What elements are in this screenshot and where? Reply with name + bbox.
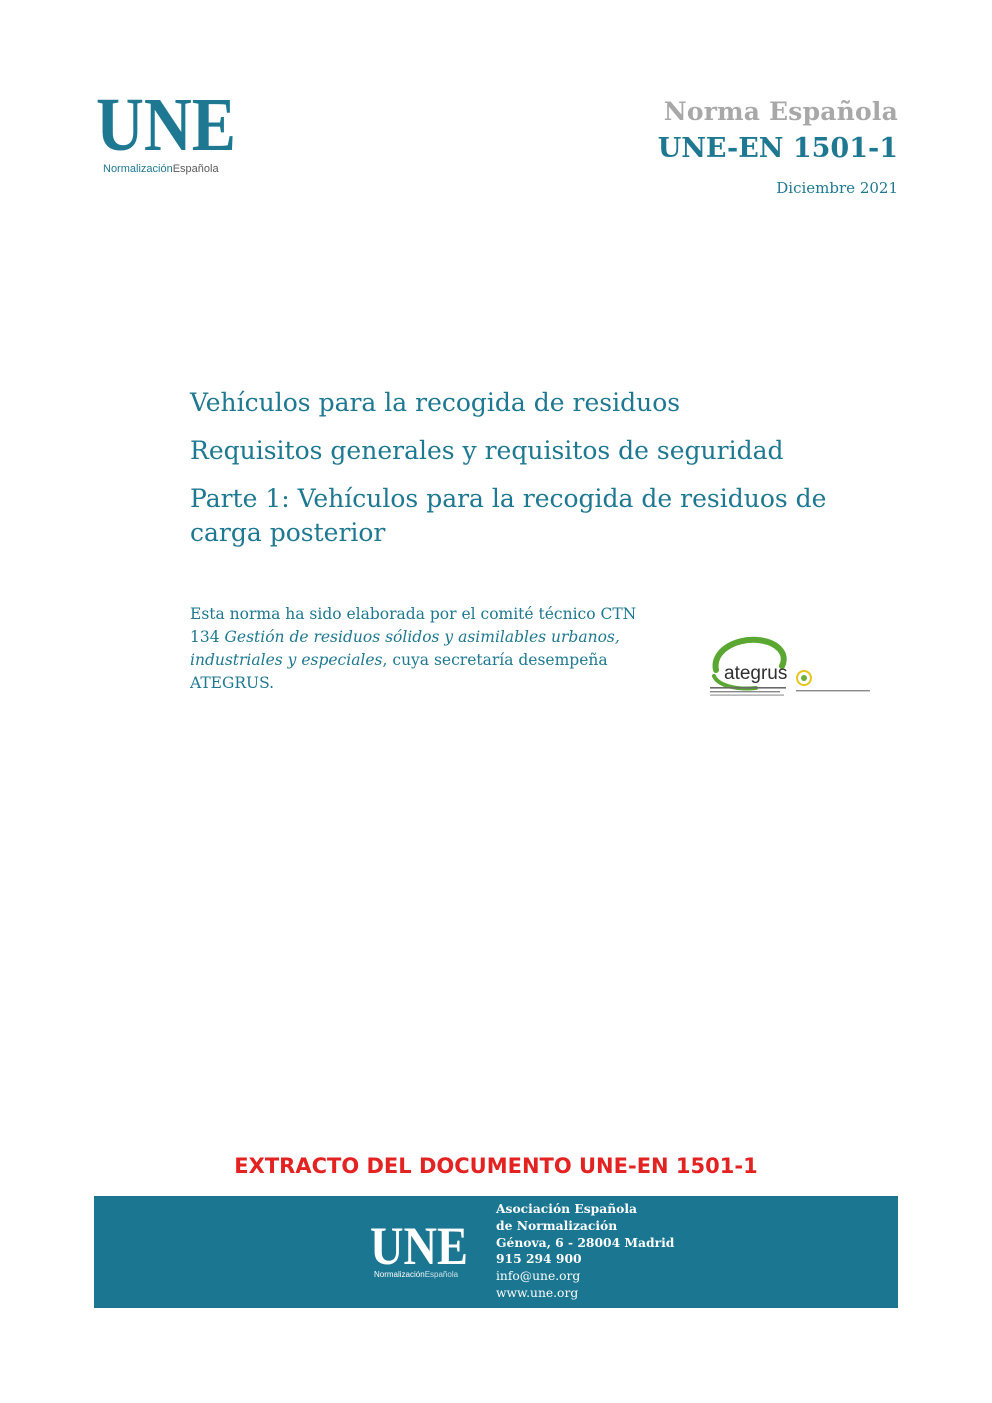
footer-email-link[interactable]: info@une.org	[496, 1269, 581, 1284]
header-meta	[658, 96, 898, 198]
document-titles	[190, 386, 850, 550]
une-logo-mark	[96, 88, 236, 178]
title-part: Parte 1: Vehículos para la recogida de residuos de carga posterior	[190, 484, 827, 547]
une-logo-text: UNE	[96, 88, 236, 167]
svg-text:NormalizaciónEspañola	[374, 1270, 459, 1279]
svg-text:NormalizaciónEspañola	[103, 163, 219, 175]
footer-logo-text: UNE	[370, 1220, 468, 1276]
partner-logos	[708, 636, 874, 698]
committee-outro: , cuya secretaría desempeña ATEGRUS.	[190, 651, 608, 692]
footer-web-link[interactable]: www.une.org	[496, 1285, 579, 1300]
footer-une-logo	[370, 1220, 470, 1280]
extract-notice: EXTRACTO DEL DOCUMENTO UNE-EN 1501-1	[234, 1154, 758, 1178]
ategrus-wordmark: ategrus	[724, 663, 788, 684]
footer-une-logo-mark	[370, 1220, 470, 1280]
isnwa-logo	[796, 671, 870, 691]
footer-phone: 915 294 900	[496, 1251, 582, 1267]
une-logo-tagline-1: Normalización	[103, 163, 173, 175]
une-logo-tagline-2: Española	[172, 163, 219, 175]
footer-band	[94, 1196, 898, 1308]
norma-label: Norma Española	[663, 97, 898, 126]
footer-address: Génova, 6 - 28004 Madrid	[496, 1234, 675, 1250]
footer-logo-tagline-2: Española	[424, 1270, 459, 1279]
une-logo	[96, 88, 236, 178]
committee-intro: Esta norma ha sido elaborada por el comité técnico CTN 134	[190, 605, 637, 646]
ategrus-isnwa-logos	[708, 636, 874, 698]
footer-contact	[496, 1201, 674, 1302]
ategrus-logo	[710, 640, 787, 696]
committee-statement	[190, 603, 640, 695]
committee-name: Gestión de residuos sólidos y asimilables urbanos, industriales y especiales	[190, 628, 620, 669]
title-subtitle: Requisitos generales y requisitos de seguridad	[190, 436, 784, 465]
footer-logo-tagline-1: Normalización	[374, 1270, 425, 1279]
footer-org-line-2: de Normalización	[496, 1217, 618, 1233]
footer-org-line-1: Asociación Española	[496, 1201, 638, 1216]
norma-date: Diciembre 2021	[776, 179, 898, 197]
norma-code: UNE-EN 1501-1	[657, 133, 898, 164]
title-main: Vehículos para la recogida de residuos	[190, 388, 681, 417]
